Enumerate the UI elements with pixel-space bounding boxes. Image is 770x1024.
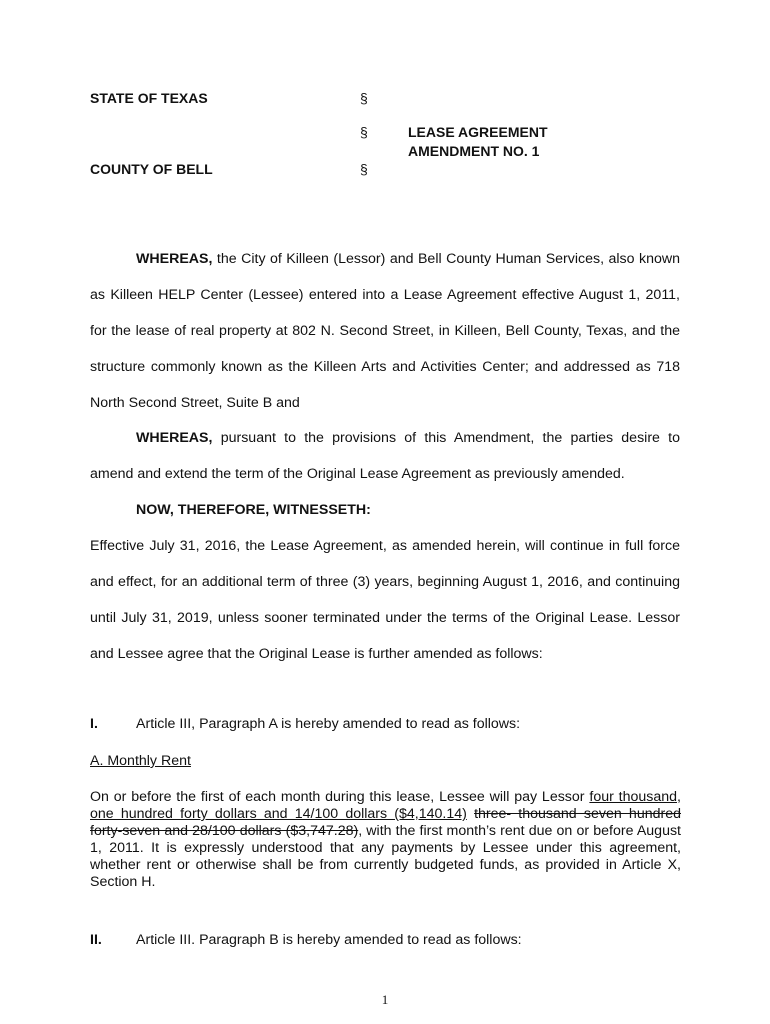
rent-deleted-amount: three- thousand seven hundred forty-seven and 28/100 dollars ($3,747.28) xyxy=(90,806,681,839)
rent-intro: On or before the first of each month during this lease, Lessee will pay Lessor xyxy=(90,789,590,805)
section-2-text: Article III. Paragraph B is hereby amended to read as follows: xyxy=(136,932,522,948)
section-symbol-2: § xyxy=(360,124,368,140)
monthly-rent-heading: A. Monthly Rent xyxy=(90,753,191,769)
section-symbol-1: § xyxy=(360,90,368,106)
whereas-paragraph-2 xyxy=(90,420,680,492)
county-of-bell: COUNTY OF BELL xyxy=(90,161,213,177)
effective-paragraph: Effective July 31, 2016, the Lease Agreement, as amended herein, will continue in full force and effect, for an additional term of three (3) years, beginning August 1, 2016, and continuing until July 31, 2019, unless sooner terminated under the terms of the Original Lease. Lessor and Lessee agree that the Original Lease is further amended as follows: xyxy=(90,538,680,662)
title-line-1: LEASE AGREEMENT xyxy=(408,124,548,140)
rent-inserted-amount: four thousand, one hundred forty dollars and 14/100 dollars ($4,140.14) xyxy=(90,789,681,822)
whereas-text: the City of Killeen (Lessor) and Bell County Human Services, also known as Killeen HELP Center (Lessee) entered into a Lease Agreement effective August 1, 2011, for the lease of real property at 802 N. Second Street, in Killeen, Bell County, Texas, and the structure commonly known as the Killeen Arts and Activities Center; and addressed as 718 North Second Street, Suite B and xyxy=(90,251,680,411)
rent-rest: , with the first month’s rent due on or before August 1, 2011. It is expressly understood that any payments by Lessee under this agreement, whether rent or otherwise shall be from currently budgeted funds, as provided in Article X, Section H. xyxy=(90,823,681,890)
section-2-number: II. xyxy=(90,932,102,948)
witnesseth-heading: NOW, THEREFORE, WITNESSETH: xyxy=(136,502,371,518)
section-1-number: I. xyxy=(90,716,98,732)
section-symbol-3: § xyxy=(360,161,368,177)
page-number: 1 xyxy=(381,992,389,1007)
section-1-text: Article III, Paragraph A is hereby amended to read as follows: xyxy=(136,716,521,732)
state-of-texas: STATE OF TEXAS xyxy=(90,90,208,106)
rent-space xyxy=(467,806,474,822)
whereas-text: pursuant to the provisions of this Amendment, the parties desire to amend and extend the term of the Original Lease Agreement as previously amended. xyxy=(90,430,680,482)
whereas-lead: WHEREAS, xyxy=(136,251,213,267)
whereas-paragraph-1 xyxy=(90,241,680,421)
whereas-lead: WHEREAS, xyxy=(136,430,213,446)
title-line-2: AMENDMENT NO. 1 xyxy=(408,143,540,159)
monthly-rent-paragraph xyxy=(90,789,681,891)
